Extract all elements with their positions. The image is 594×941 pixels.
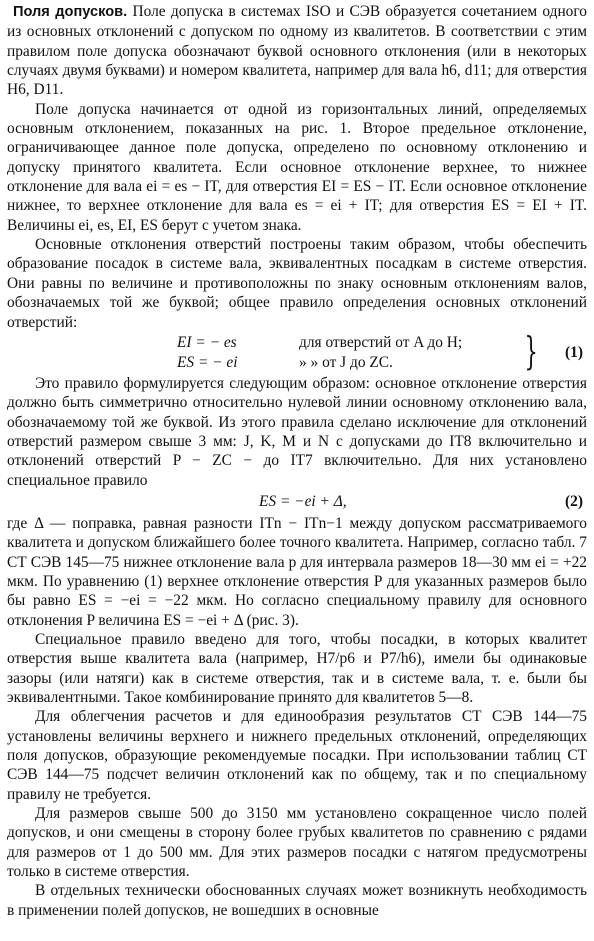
formula-1-line-2 [177,353,537,373]
formula-1-line-2-lhs: ES = − ei [177,353,238,371]
formula-2-expression: ES = −ei + Δ, [259,492,347,510]
paragraph-special-rule: Специальное правило введено для того, чтобы посадки, в которых квалитет отверстия выше квалитета вала (например, H7/p6 и P7/h6), имели бы одинаковые зазоры (или натяги) как в системе отверстия, так и в системе вала, т. е. были бы эквивалентными. Такое комбинирование принято для квалитетов 5—8. [7,630,587,706]
paragraph-text: Поле допуска в системах ISO и СЭВ образуется сочетанием одного из основных отклонений с допуском по одному из квалитетов. В соответствии с этим правилом поле допуска обозначают буквой основного отклонения (или в некоторых случаях двумя буквами) и номером квалитета, например для вала h6, d11; для отверстия H6, D11. [7,3,588,99]
paragraph-large-sizes: Для размеров свыше 500 до 3150 мм установлено сокращенное число полей допусков, и они смещены в сторону более грубых квалитетов по сравнению с рядами для размеров от 1 до 500 мм. Для этих размеров посадки с натягом предусмотрены только в системе отверстия. [7,805,587,881]
document-page [7,2,587,920]
formula-1-number: (1) [565,343,583,361]
formula-2-number: (2) [565,492,583,510]
formula-2 [7,492,587,513]
formula-1-line-1 [177,333,537,353]
paragraph-deviation-rules: Поле допуска начинается от одной из горизонтальных линий, определяемых основным отклонением, показанных на рис. 1. Второе предельное отклонение, ограничивающее данное поле допуска, определено по основному отклонению и допуску принятого квалитета. Если основное отклонение верхнее, то нижнее отклонение для вала ei = es − IT, для отверстия EI = ES − IT. Если основное отклонение нижнее, то верхнее отклонение для вала es = ei + IT; для отверстия ES = EI + IT. Величины ei, es, EI, ES берут с учетом знака. [7,100,587,234]
paragraph-standard-tables: Для облегчения расчетов и для единообразия результатов СТ СЭВ 144—75 установлены величины верхнего и нижнего предельных отклонений, определяющих поля допусков, образующие рекомендуемые посадки. При использовании таблиц СТ СЭВ 144—75 подсчет величин отклонений как по общему, так и по специальному правилу не требуется. [7,708,587,803]
paragraph-rule-statement: Это правило формулируется следующим образом: основное отклонение отверстия должно быть симметрично относительно нулевой линии основному отклонению вала, обозначаемому той же буквой. Из этого правила сделано исключение для отклонений отверстий размером свыше 3 мм: J, K, M и N с допусками до IT8 включительно и отклонений отверстий P − ZC − до IT7 включительно. Для них установлено специальное правило [7,374,587,489]
paragraph-hole-deviations: Основные отклонения отверстий построены таким образом, чтобы обеспечить образование посадок в системе вала, эквивалентных посадкам в системе отверстия. Они равны по величине и противоположны по знаку основным отклонениям валов, обозначаемых той же буквой; общее правило определения основных отклонений отверстий: [7,236,587,331]
paragraph-special-cases: В отдельных технически обоснованных случаях может возникнуть необходимость в применении полей допусков, не вошедших в основные [7,882,587,919]
paragraph-tolerance-fields [7,2,587,100]
formula-1-brace: } [524,328,538,373]
section-title: Поля допусков. [13,4,128,20]
formula-1-line-2-condition: » » от J до ZC. [299,353,393,371]
formula-1 [7,328,587,373]
formula-1-line-1-lhs: EI = − es [177,333,237,351]
formula-1-line-1-condition: для отверстий от A до H; [299,333,463,351]
paragraph-correction: где Δ — поправка, равная разности ITn − ITn−1 между допуском рассматриваемого квалитета и допуском ближайшего более точного квалитета. Например, согласно табл. 7 СТ СЭВ 145—75 нижнее отклонение вала p для интервала размеров 18—30 мм ei = +22 мкм. По уравнению (1) верхнее отклонение отверстия P для указанных размеров было бы равно ES = −ei = −22 мкм. Но согласно специальному правилу для основного отклонения P величина ES = −ei + Δ (рис. 3). [7,514,587,629]
